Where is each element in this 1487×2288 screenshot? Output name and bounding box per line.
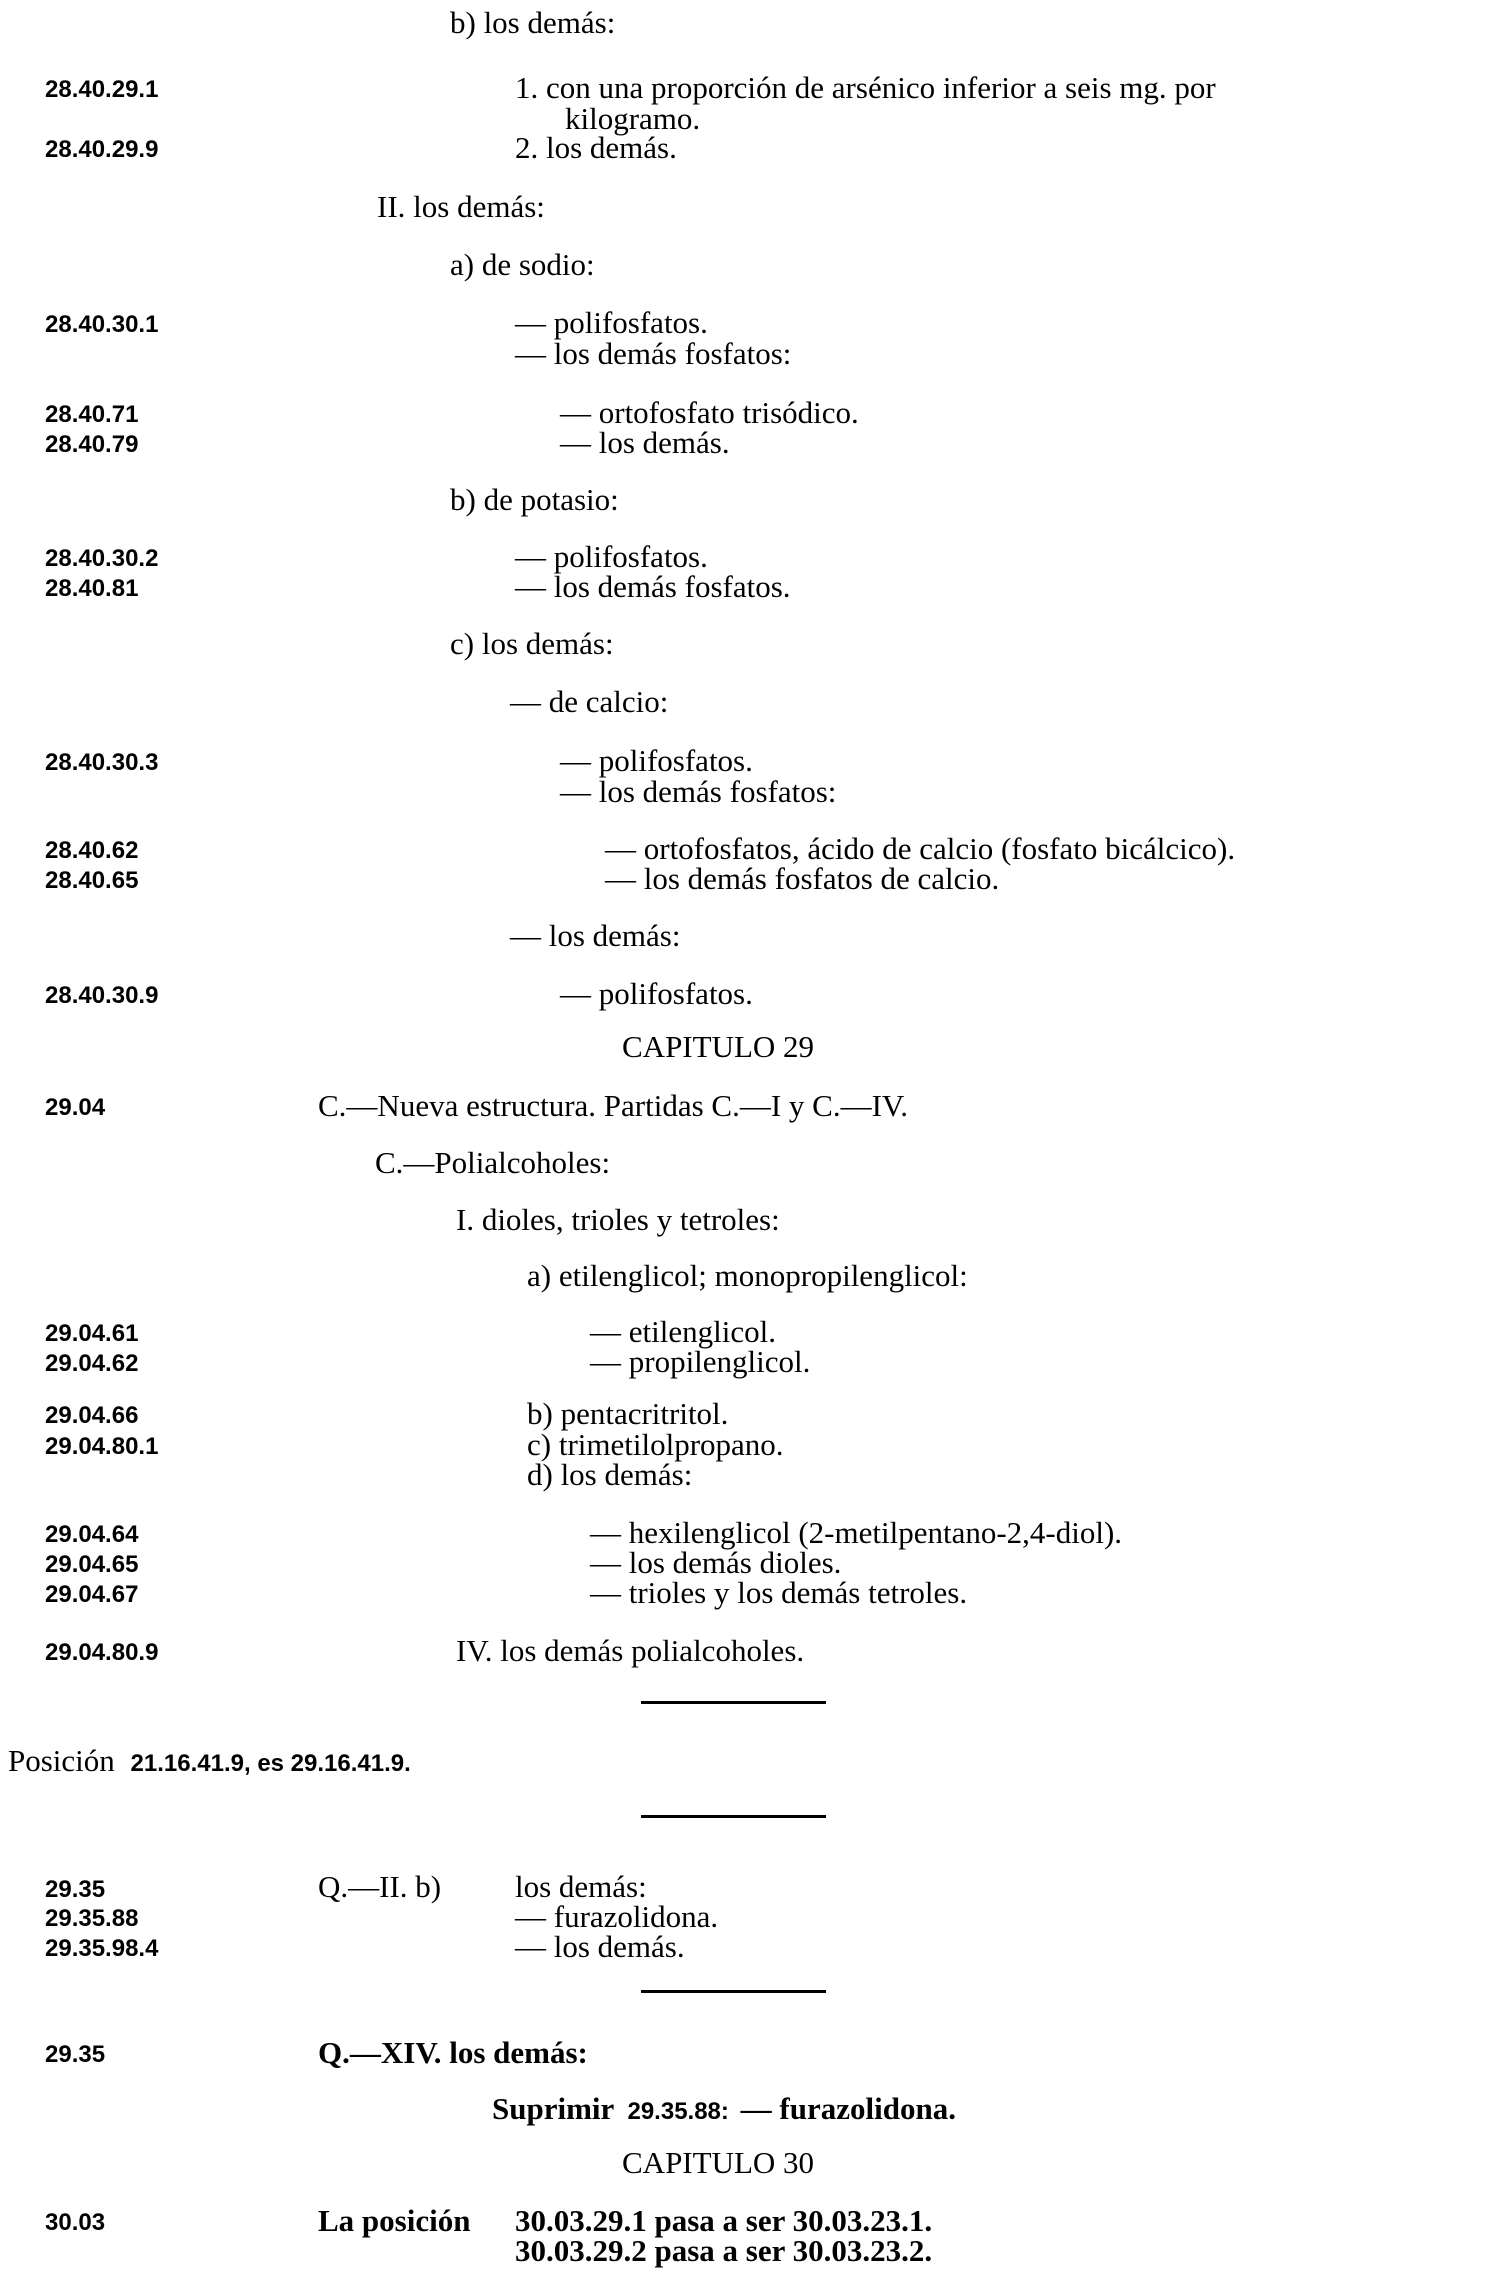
row-label: Q.—XIV. los demás: [318,2035,588,2070]
heading-b-los-demas: b) los demás: [450,5,616,40]
heading-ii-los-demas: II. los demás: [377,189,545,224]
posicion-label: Posición [8,1743,115,1778]
code-label: 29.04 [45,1094,106,1121]
code-label: 29.04.62 [45,1350,139,1377]
row-text: 30.03.29.1 pasa a ser 30.03.23.1. [515,2203,933,2238]
code-label: 28.40.81 [45,575,139,602]
code-label: 28.40.62 [45,837,139,864]
row-text: — los demás fosfatos: [560,774,837,809]
heading-polialcoholes: C.—Polialcoholes: [375,1145,611,1180]
row-text: 2. los demás. [515,130,677,165]
row-text: los demás: [515,1869,647,1904]
suprimir-code: 29.35.88: [627,2098,729,2125]
row-text: — trioles y los demás tetroles. [590,1575,968,1610]
row-text: — los demás. [560,425,730,460]
heading-a-de-sodio: a) de sodio: [450,247,595,282]
row-text: — los demás fosfatos. [515,569,791,604]
code-label: 29.04.65 [45,1551,139,1578]
code-label: 28.40.65 [45,867,139,894]
chapter-title: CAPITULO 29 [622,1029,815,1064]
row-text: — los demás fosfatos: [515,336,792,371]
row-text: — polifosfatos. [560,976,753,1011]
row-text: — polifosfatos. [515,305,708,340]
row-text: 30.03.29.2 pasa a ser 30.03.23.2. [515,2233,933,2268]
divider [641,1815,826,1818]
posicion-codes: 21.16.41.9, es 29.16.41.9. [130,1750,411,1777]
row-text: — ortofosfatos, ácido de calcio (fosfato bicálcico). [605,831,1236,866]
code-label: 28.40.30.9 [45,982,159,1009]
code-label: 29.35.88 [45,1905,139,1932]
row-text: d) los demás: [527,1457,693,1492]
row-text: — furazolidona. [515,1899,719,1934]
heading-b-de-potasio: b) de potasio: [450,482,619,517]
code-label: 29.35 [45,2041,106,2068]
row-text: C.—Nueva estructura. Partidas C.—I y C.—IV. [318,1088,909,1123]
code-label: 28.40.30.2 [45,545,159,572]
code-label: 29.04.80.9 [45,1639,159,1666]
row-text: — polifosfatos. [515,539,708,574]
heading-c-los-demas: c) los demás: [450,626,614,661]
row-text: — propilenglicol. [590,1344,811,1379]
row-text: — ortofosfato trisódico. [560,395,859,430]
row-text: — los demás. [515,1929,685,1964]
chapter-title: CAPITULO 30 [622,2145,815,2180]
suprimir-text: — furazolidona. [740,2091,956,2126]
code-label: 29.04.66 [45,1402,139,1429]
suprimir-label: Suprimir [492,2091,614,2126]
row-text: kilogramo. [565,101,701,136]
heading-los-demas: — los demás: [510,918,681,953]
code-label: 28.40.71 [45,401,139,428]
row-text: IV. los demás polialcoholes. [456,1633,805,1668]
code-label: 29.04.80.1 [45,1433,159,1460]
row-text: c) trimetilolpropano. [527,1427,784,1462]
row-text: — hexilenglicol (2-metilpentano-2,4-diol). [590,1515,1123,1550]
row-text: — los demás dioles. [590,1545,842,1580]
code-label: 28.40.30.3 [45,749,159,776]
heading-etilenglicol: a) etilenglicol; monopropilenglicol: [527,1258,968,1293]
posicion-note [8,1744,411,1780]
code-label: 29.04.61 [45,1320,139,1347]
row-text: — polifosfatos. [560,743,753,778]
code-label: 28.40.79 [45,431,139,458]
code-label: 29.35.98.4 [45,1935,159,1962]
row-text: — etilenglicol. [590,1314,776,1349]
row-text: 1. con una proporción de arsénico inferior a seis mg. por [515,70,1216,105]
row-label: La posición [318,2203,471,2238]
suprimir-line [492,2092,956,2128]
row-text: b) pentacritritol. [527,1396,729,1431]
code-label: 29.35 [45,1876,106,1903]
code-label: 28.40.29.1 [45,76,159,103]
row-text: — los demás fosfatos de calcio. [605,861,1000,896]
code-label: 29.04.67 [45,1581,139,1608]
divider [641,1701,826,1704]
row-label: Q.—II. b) [318,1869,442,1904]
code-label: 28.40.29.9 [45,136,159,163]
code-label: 28.40.30.1 [45,311,159,338]
heading-dioles: I. dioles, trioles y tetroles: [456,1202,780,1237]
divider [641,1990,826,1993]
code-label: 29.04.64 [45,1521,139,1548]
heading-de-calcio: — de calcio: [510,684,669,719]
code-label: 30.03 [45,2209,106,2236]
